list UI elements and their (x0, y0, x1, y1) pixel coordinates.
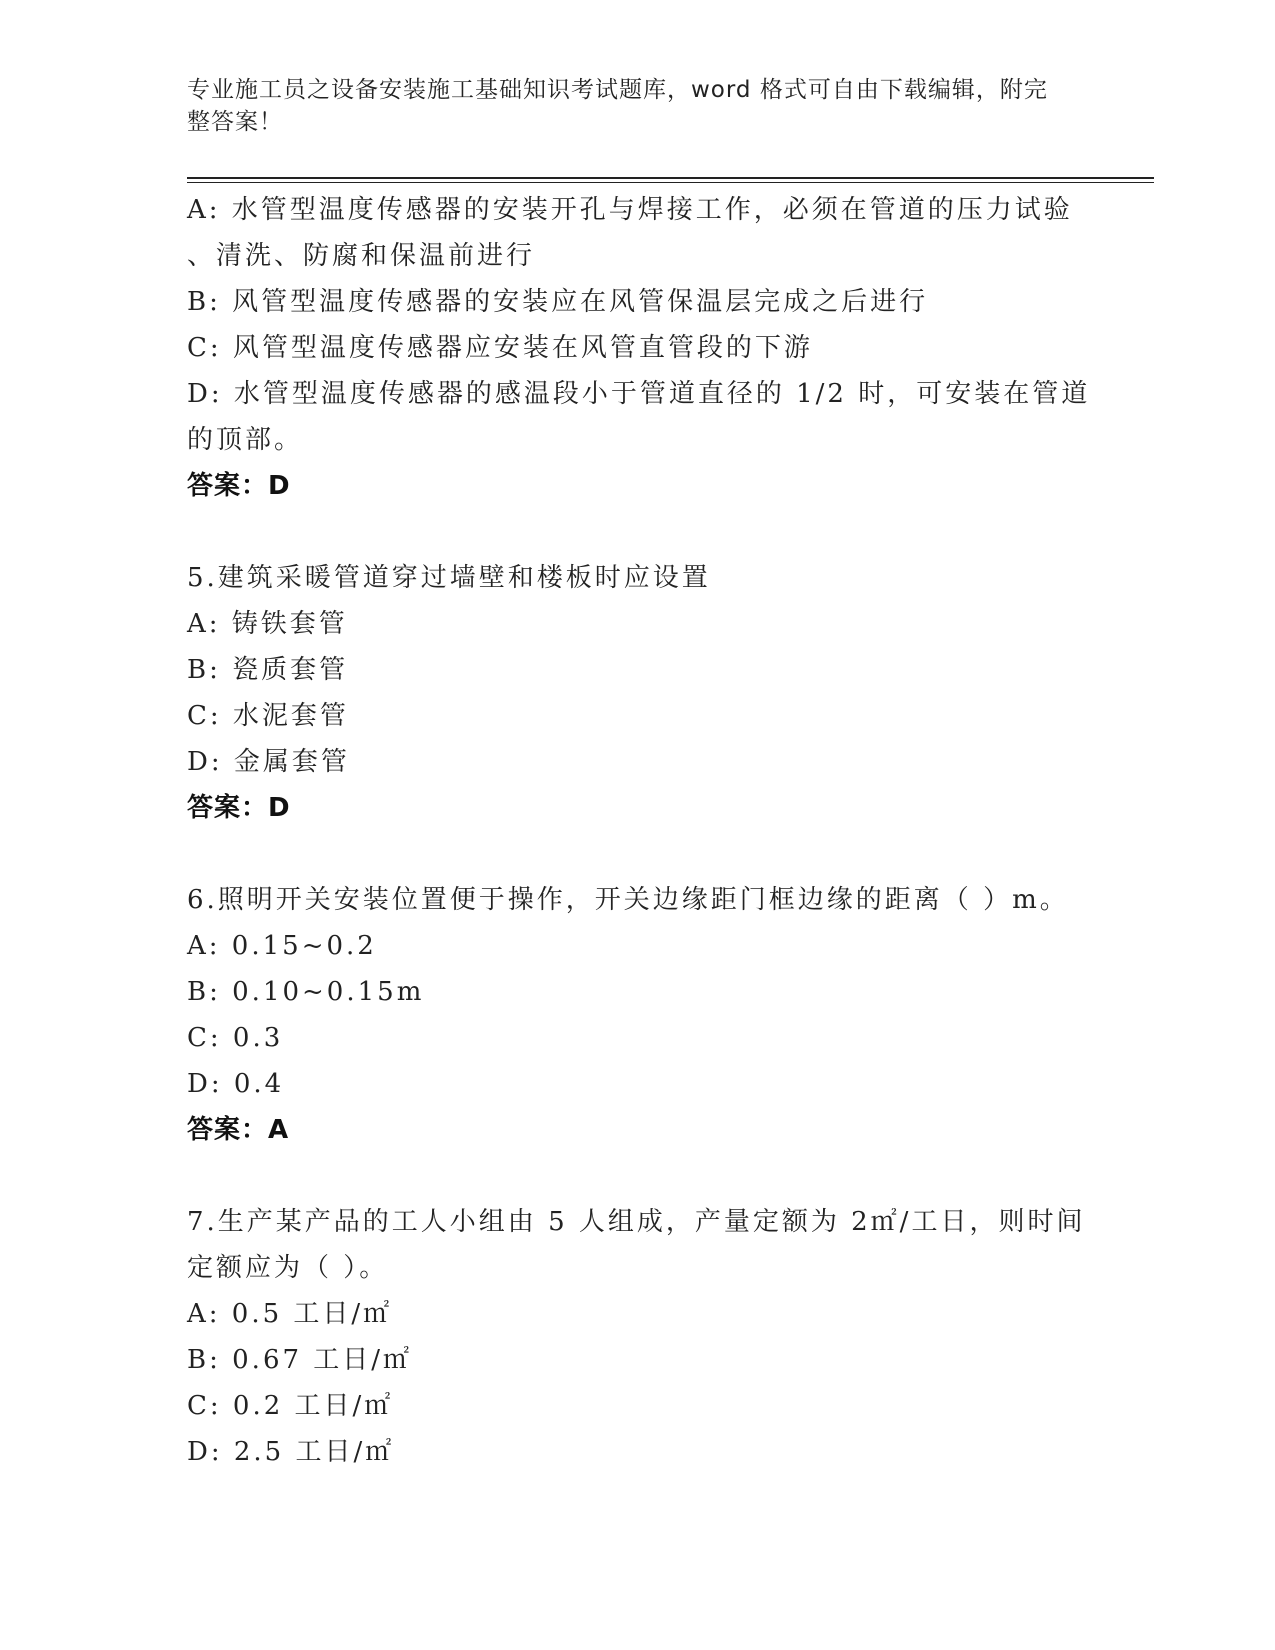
question-4-option-d-line-2: 的顶部。 (187, 425, 304, 455)
question-6-answer: 答案：A (187, 1115, 290, 1145)
question-6-text: 6.照明开关安装位置便于操作，开关边缘距门框边缘的距离（ ）m。 (187, 885, 1069, 915)
question-7-option-d: D: 2.5 工日/㎡ (187, 1437, 395, 1467)
question-7-option-a: A: 0.5 工日/㎡ (187, 1299, 393, 1329)
question-7-text-line-2: 定额应为（ ）。 (187, 1253, 389, 1283)
spacer (187, 1153, 1087, 1199)
header-title-line-1: 专业施工员之设备安装施工基础知识考试题库，word 格式可自由下载编辑，附完 (187, 77, 1048, 103)
header-title-line-2: 整答案！ (187, 109, 283, 135)
question-list (187, 187, 1091, 1475)
question-5-option-d: D: 金属套管 (187, 747, 350, 777)
question-6-option-b: B: 0.10~0.15m (187, 977, 425, 1007)
spacer (187, 509, 1087, 555)
document-header (187, 74, 1067, 138)
header-divider-thin (187, 182, 1154, 183)
question-7-option-c: C: 0.2 工日/㎡ (187, 1391, 394, 1421)
question-6 (187, 877, 1087, 1153)
question-7-text-line-1: 7.生产某产品的工人小组由 5 人组成，产量定额为 2㎡/工日，则时间 (187, 1207, 1086, 1237)
header-divider-thick (187, 177, 1154, 179)
question-4-option-d-line-1: D: 水管型温度传感器的感温段小于管道直径的 1/2 时，可安装在管道 (187, 379, 1091, 409)
question-4-option-b: B: 风管型温度传感器的安装应在风管保温层完成之后进行 (187, 287, 929, 317)
question-5-answer: 答案：D (187, 793, 291, 823)
question-5-option-b: B: 瓷质套管 (187, 655, 349, 685)
question-4-answer: 答案：D (187, 471, 291, 501)
question-4 (187, 187, 1091, 509)
question-4-option-a-line-1: A: 水管型温度传感器的安装开孔与焊接工作，必须在管道的压力试验 (187, 195, 1073, 225)
question-5 (187, 555, 1087, 831)
question-7-option-b: B: 0.67 工日/㎡ (187, 1345, 413, 1375)
question-4-option-a-line-2: 、清洗、防腐和保温前进行 (187, 241, 536, 271)
question-5-option-c: C: 水泥套管 (187, 701, 349, 731)
question-5-text: 5.建筑采暖管道穿过墙壁和楼板时应设置 (187, 563, 711, 593)
question-5-option-a: A: 铸铁套管 (187, 609, 348, 639)
question-6-option-d: D: 0.4 (187, 1069, 285, 1099)
question-6-option-c: C: 0.3 (187, 1023, 284, 1053)
question-6-option-a: A: 0.15~0.2 (187, 931, 377, 961)
question-7 (187, 1199, 1087, 1475)
spacer (187, 831, 1087, 877)
question-4-option-c: C: 风管型温度传感器应安装在风管直管段的下游 (187, 333, 813, 363)
